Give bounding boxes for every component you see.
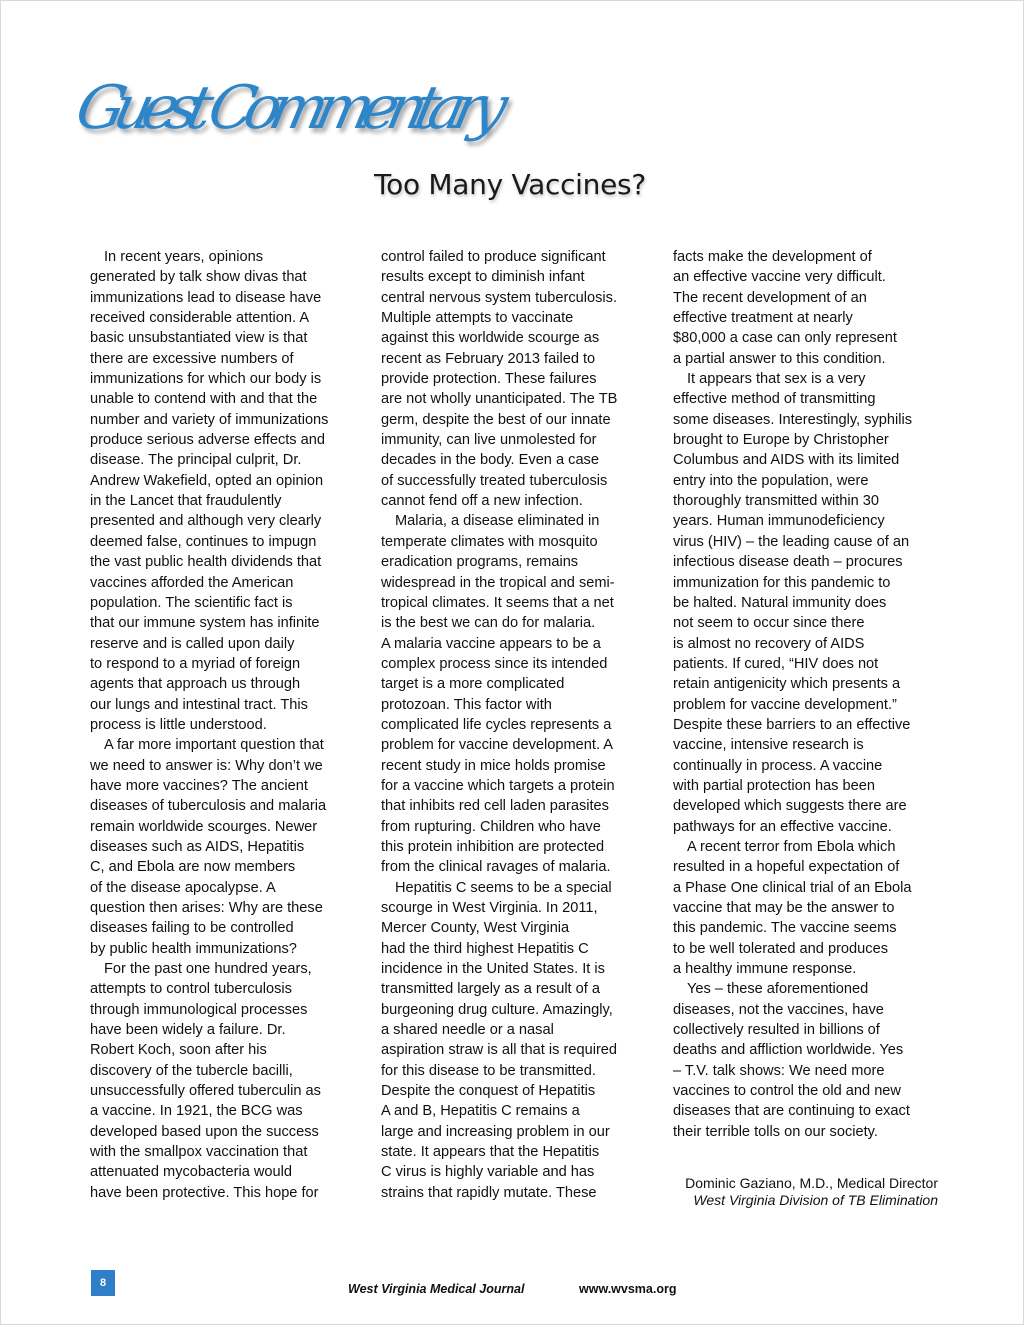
article-line: effective method of transmitting (673, 391, 876, 408)
article-line: diseases such as AIDS, Hepatitis (90, 838, 305, 855)
article-line: developed which suggests there are (673, 798, 907, 815)
article-line: a partial answer to this condition. (673, 350, 886, 367)
article-line: Despite these barriers to an effective (673, 716, 911, 733)
article-line: strains that rapidly mutate. These (381, 1184, 597, 1201)
article-line: of successfully treated tuberculosis (381, 472, 608, 489)
article-line: vaccine that may be the answer to (673, 900, 895, 916)
article-line: thoroughly transmitted within 30 (673, 493, 880, 510)
article-line: The recent development of an (673, 289, 867, 306)
article-line: a healthy immune response. (673, 961, 857, 978)
article-line: reserve and is called upon daily (90, 635, 295, 652)
article-line: resulted in a hopeful expectation of (673, 859, 900, 876)
article-line: are not wholly unanticipated. The TB (381, 391, 618, 408)
article-line: incidence in the United States. It is (381, 961, 605, 978)
article-line: population. The scientific fact is (90, 594, 293, 611)
article-line: this protein inhibition are protected (381, 838, 605, 855)
article-line: provide protection. These failures (381, 371, 597, 388)
article-line: in the Lancet that fraudulently (90, 493, 282, 510)
article-line: target is a more complicated (381, 676, 565, 693)
article-line: to respond to a myriad of foreign (90, 655, 301, 672)
article-line: we need to answer is: Why don’t we (90, 757, 323, 774)
article-line: virus (HIV) – the leading cause of an (673, 533, 910, 550)
article-line: Andrew Wakefield, opted an opinion (90, 472, 324, 489)
article-line: years. Human immunodeficiency (673, 513, 885, 530)
article-line: of the disease apocalypse. A (90, 879, 276, 896)
article-line: that inhibits red cell laden parasites (381, 798, 609, 815)
article-line: developed based upon the success (90, 1123, 319, 1140)
author-organization: West Virginia Division of TB Elimination (693, 1192, 938, 1208)
article-line: transmitted largely as a result of a (381, 981, 601, 998)
article-line: aspiration straw is all that is required (381, 1042, 618, 1059)
article-line: immunizations for which our body is (90, 371, 322, 388)
article-line: number and variety of immunizations (90, 411, 329, 428)
article-line: infectious disease death – procures (673, 554, 903, 571)
article-line: $80,000 a case can only represent (673, 330, 897, 347)
article-line: Yes – these aforementioned (687, 981, 869, 998)
article-line: some diseases. Interestingly, syphilis (673, 411, 913, 428)
article-line: Despite the conquest of Hepatitis (381, 1083, 596, 1100)
article-line: have been protective. This hope for (90, 1184, 319, 1201)
article-line: received considerable attention. A (90, 310, 310, 327)
article-line: complicated life cycles represents a (381, 716, 612, 733)
article-line: immunity, can live unmolested for (381, 432, 597, 449)
article-line: attenuated mycobacteria would (90, 1164, 293, 1181)
article-line: for a vaccine which targets a protein (381, 777, 615, 794)
article-line: brought to Europe by Christopher (673, 432, 889, 449)
article-line: problem for vaccine development.” (673, 696, 897, 713)
article-line: retain antigenicity which presents a (673, 676, 901, 693)
article-line: For the past one hundred years, (104, 961, 312, 978)
section-heading-script (70, 50, 646, 160)
article-line: C virus is highly variable and has (381, 1164, 595, 1181)
article-line: with the smallpox vaccination that (90, 1144, 308, 1161)
article-line: through immunological processes (90, 1001, 308, 1018)
article-title: Too Many Vaccines? (374, 168, 646, 201)
article-line: by public health immunizations? (90, 940, 297, 957)
article-line: tropical climates. It seems that a net (381, 594, 614, 611)
article-line: protozoan. This factor with (381, 696, 552, 713)
article-line: unsuccessfully offered tuberculin as (90, 1083, 321, 1100)
article-line: an effective vaccine very difficult. (673, 269, 886, 286)
article-line: be halted. Natural immunity does (673, 594, 887, 611)
article-line: vaccine, intensive research is (673, 737, 864, 754)
article-line: Robert Koch, soon after his (90, 1042, 267, 1059)
article-line: not seem to occur since there (673, 615, 865, 632)
article-line: Malaria, a disease eliminated in (395, 513, 600, 530)
article-line: a Phase One clinical trial of an Ebola (673, 879, 912, 896)
article-line: central nervous system tuberculosis. (381, 289, 618, 306)
author-name: Dominic Gaziano, M.D., Medical Director (685, 1175, 938, 1191)
article-line: C, and Ebola are now members (90, 859, 296, 876)
article-line: a vaccine. In 1921, the BCG was (90, 1103, 303, 1120)
article-line: deemed false, continues to impugn (90, 533, 317, 550)
article-line: recent study in mice holds promise (381, 757, 606, 774)
article-line: decades in the body. Even a case (381, 452, 599, 469)
article-column-3 (673, 247, 943, 1227)
article-line: generated by talk show divas that (90, 269, 307, 286)
article-line: It appears that sex is a very (687, 371, 866, 388)
footer-journal-name: West Virginia Medical Journal (348, 1282, 525, 1296)
article-line: vaccines to control the old and new (673, 1083, 901, 1100)
article-line: this pandemic. The vaccine seems (673, 920, 897, 937)
article-line: our lungs and intestinal tract. This (90, 696, 308, 713)
article-line: In recent years, opinions (104, 249, 263, 265)
article-line: facts make the development of (673, 249, 872, 265)
article-line: their terrible tolls on our society. (673, 1123, 878, 1140)
article-line: with partial protection has been (673, 777, 876, 794)
page-number-badge: 8 (91, 1270, 115, 1296)
article-line: large and increasing problem in our (381, 1123, 610, 1140)
article-line: cannot fend off a new infection. (381, 493, 583, 510)
article-line: collectively resulted in billions of (673, 1022, 880, 1039)
article-line: germ, despite the best of our innate (381, 411, 611, 428)
article-line: there are excessive numbers of (90, 350, 294, 367)
footer-website: www.wvsma.org (579, 1282, 677, 1296)
article-line: A and B, Hepatitis C remains a (381, 1103, 580, 1120)
article-line: presented and although very clearly (90, 513, 322, 530)
article-line: is the best we can do for malaria. (381, 615, 596, 632)
article-line: diseases failing to be controlled (90, 920, 294, 937)
article-line: question then arises: Why are these (90, 900, 323, 916)
article-line: diseases, not the vaccines, have (673, 1001, 884, 1018)
article-line: from the clinical ravages of malaria. (381, 859, 611, 876)
article-line: immunizations lead to disease have (90, 289, 322, 306)
section-heading-text: Guest Commentary (70, 73, 515, 143)
author-signature (676, 1175, 938, 1209)
article-line: control failed to produce significant (381, 249, 606, 265)
article-line: state. It appears that the Hepatitis (381, 1144, 600, 1161)
article-line: widespread in the tropical and semi- (381, 574, 615, 591)
article-line: the vast public health dividends that (90, 554, 322, 571)
article-line: basic unsubstantiated view is that (90, 330, 308, 347)
article-line: against this worldwide scourge as (381, 330, 600, 347)
article-line: burgeoning drug culture. Amazingly, (381, 1001, 613, 1018)
article-column-1 (90, 247, 365, 1227)
article-line: A malaria vaccine appears to be a (381, 635, 601, 652)
article-line: A far more important question that (104, 737, 324, 754)
article-line: from rupturing. Children who have (381, 818, 601, 835)
article-line: unable to contend with and that the (90, 391, 318, 408)
article-line: complex process since its intended (381, 655, 608, 672)
article-line: recent as February 2013 failed to (381, 350, 596, 367)
article-line: is almost no recovery of AIDS (673, 635, 865, 652)
article-line: attempts to control tuberculosis (90, 981, 292, 998)
article-line: agents that approach us through (90, 676, 301, 693)
article-line: scourge in West Virginia. In 2011, (381, 900, 598, 916)
article-line: pathways for an effective vaccine. (673, 818, 892, 835)
article-line: – T.V. talk shows: We need more (673, 1062, 885, 1079)
article-line: effective treatment at nearly (673, 310, 853, 327)
article-line: patients. If cured, “HIV does not (673, 655, 879, 672)
article-line: that our immune system has infinite (90, 615, 320, 632)
article-line: results except to diminish infant (381, 269, 585, 286)
article-line: A recent terror from Ebola which (687, 838, 896, 855)
article-line: remain worldwide scourges. Newer (90, 818, 318, 835)
article-line: eradication programs, remains (381, 554, 579, 571)
article-line: have more vaccines? The ancient (90, 777, 308, 794)
article-line: entry into the population, were (673, 472, 869, 489)
article-column-2 (381, 247, 643, 1227)
article-line: Mercer County, West Virginia (381, 920, 570, 937)
article-line: continually in process. A vaccine (673, 757, 883, 774)
article-line: diseases of tuberculosis and malaria (90, 798, 327, 815)
article-line: for this disease to be transmitted. (381, 1062, 596, 1079)
article-line: immunization for this pandemic to (673, 574, 891, 591)
article-line: vaccines afforded the American (90, 574, 294, 591)
article-line: temperate climates with mosquito (381, 533, 598, 550)
article-line: Hepatitis C seems to be a special (395, 879, 612, 896)
section-heading (70, 50, 646, 160)
article-line: Multiple attempts to vaccinate (381, 310, 574, 327)
article-line: had the third highest Hepatitis C (381, 940, 589, 957)
article-line: to be well tolerated and produces (673, 940, 888, 957)
article-line: Columbus and AIDS with its limited (673, 452, 900, 469)
article-line: process is little understood. (90, 716, 267, 733)
article-line: problem for vaccine development. A (381, 737, 614, 754)
article-line: diseases that are continuing to exact (673, 1103, 910, 1120)
article-line: have been widely a failure. Dr. (90, 1022, 286, 1039)
article-line: disease. The principal culprit, Dr. (90, 452, 302, 469)
article-line: deaths and affliction worldwide. Yes (673, 1042, 904, 1059)
article-line: produce serious adverse effects and (90, 432, 325, 449)
article-line: a shared needle or a nasal (381, 1022, 554, 1039)
article-line: discovery of the tubercle bacilli, (90, 1062, 293, 1079)
